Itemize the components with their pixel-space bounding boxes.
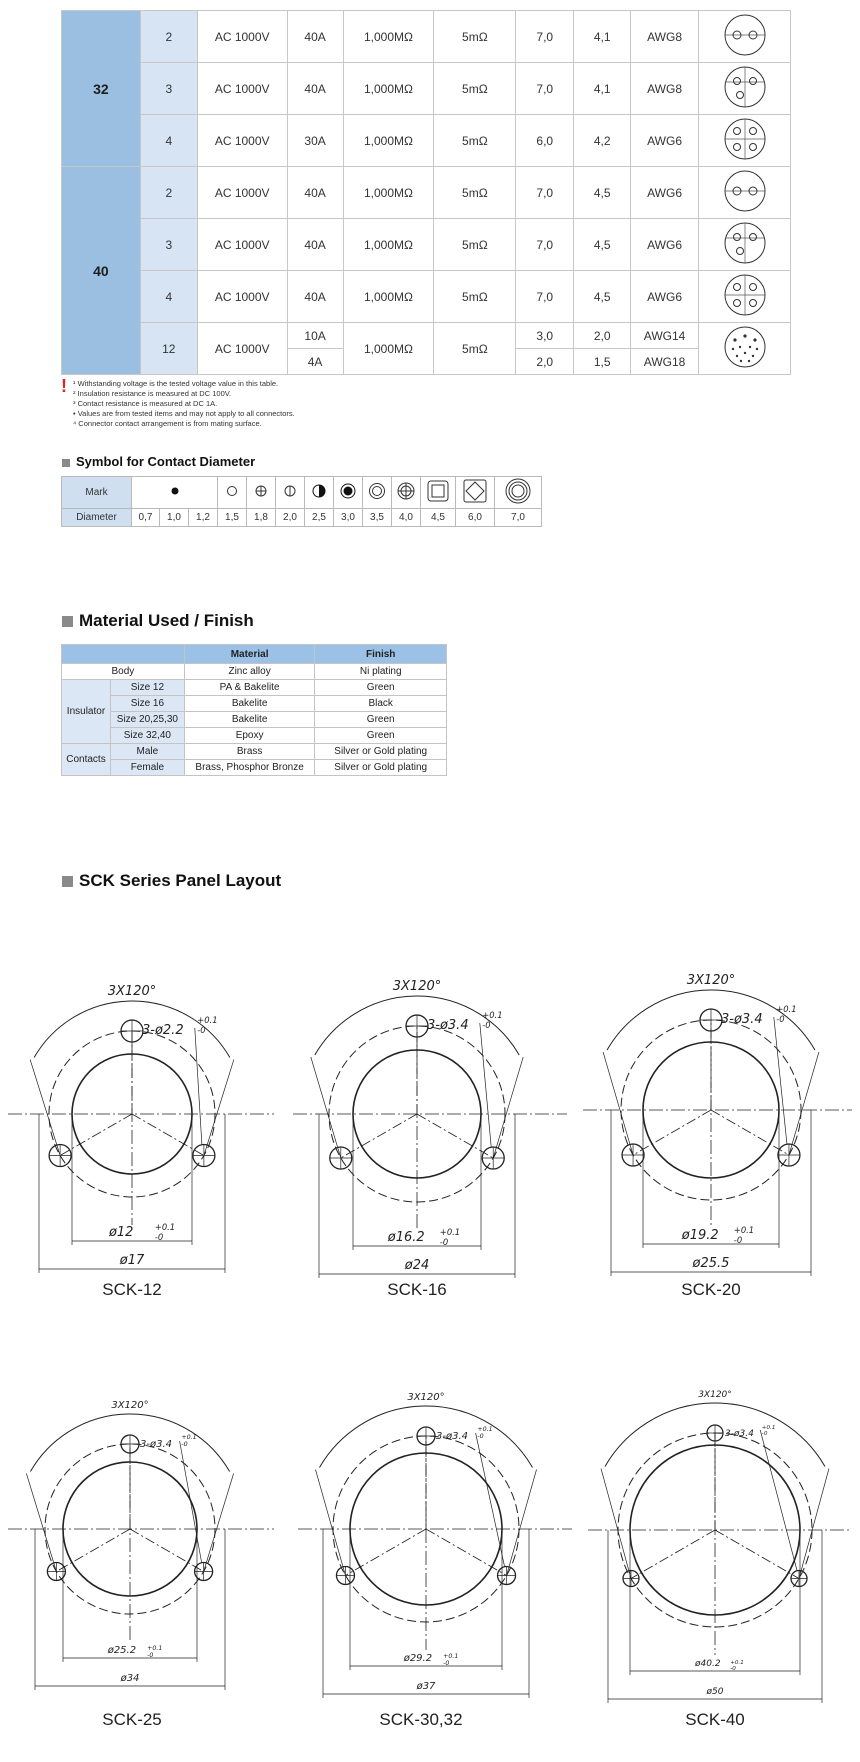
contact-resistance: 5mΩ — [434, 11, 516, 63]
bullseye-filled-icon — [334, 477, 363, 509]
square-bullet-icon — [62, 876, 73, 887]
cross-double-circle-icon — [392, 477, 421, 509]
material-value: Brass — [184, 744, 315, 760]
diamond-circle-icon — [456, 477, 495, 509]
tolerance-upper: +0.1 — [439, 1227, 461, 1238]
material-header: Material — [184, 645, 315, 664]
current: 30A — [287, 115, 343, 167]
table-row — [62, 728, 447, 744]
tolerance-lower: -0 — [482, 1019, 491, 1030]
footnotes — [61, 376, 295, 429]
dim-2: 4,5 — [574, 219, 631, 271]
pin-count: 3 — [140, 63, 197, 115]
material-value: Epoxy — [184, 728, 315, 744]
hole-callout: 3-ø3.4 — [721, 1012, 763, 1027]
finish-value: Ni plating — [315, 664, 447, 680]
angle-label: 3X120° — [698, 1390, 732, 1400]
body-label: Body — [62, 664, 185, 680]
tolerance-upper: +0.1 — [181, 1433, 197, 1441]
current: 4A — [287, 349, 343, 375]
insulation: 1,000MΩ — [343, 115, 434, 167]
pin-count: 12 — [140, 323, 197, 375]
type-label: Male — [110, 744, 184, 760]
contact-layout-12-icon — [699, 323, 791, 375]
voltage: AC 1000V — [197, 219, 287, 271]
angle-label: 3X120° — [392, 979, 442, 994]
contact-resistance: 5mΩ — [434, 219, 516, 271]
contact-layout-2-icon — [699, 167, 791, 219]
tolerance-lower: -0 — [439, 1236, 449, 1247]
outer-dimension: ø50 — [706, 1687, 724, 1697]
angle-label: 3X120° — [107, 984, 157, 999]
awg: AWG6 — [631, 271, 699, 323]
dim-1: 7,0 — [516, 271, 574, 323]
bore-dimension: ø40.2 — [695, 1659, 721, 1669]
tolerance-upper: +0.1 — [154, 1222, 176, 1233]
awg: AWG8 — [631, 63, 699, 115]
current: 40A — [287, 219, 343, 271]
dim-2: 4,5 — [574, 271, 631, 323]
table-row — [62, 696, 447, 712]
contact-resistance: 5mΩ — [434, 115, 516, 167]
contact-layout-2-icon — [699, 11, 791, 63]
blank-header — [62, 645, 185, 664]
angle-label: 3X120° — [407, 1392, 445, 1403]
finish-value: Green — [315, 728, 447, 744]
voltage: AC 1000V — [197, 63, 287, 115]
size-cell: 32 — [62, 11, 141, 167]
table-header — [62, 645, 447, 664]
table-row — [62, 167, 791, 219]
table-row — [62, 760, 447, 776]
bore-dimension: ø29.2 — [403, 1653, 433, 1664]
finish-value: Green — [315, 712, 447, 728]
voltage: AC 1000V — [197, 167, 287, 219]
footnote: • Values are from tested items and may not apply to all connectors. — [73, 409, 295, 418]
panel-drawing — [0, 935, 282, 1280]
tolerance-upper: +0.1 — [730, 1659, 744, 1666]
current: 10A — [287, 323, 343, 349]
material-value: Brass, Phosphor Bronze — [184, 760, 315, 776]
dim-1: 6,0 — [516, 115, 574, 167]
spec-table — [61, 10, 791, 375]
size-label: Size 16 — [110, 696, 184, 712]
table-row — [62, 63, 791, 115]
finish-value: Silver or Gold plating — [315, 760, 447, 776]
tolerance-upper: +0.1 — [443, 1652, 459, 1660]
dim-2: 1,5 — [574, 349, 631, 375]
dim-1: 7,0 — [516, 219, 574, 271]
voltage: AC 1000V — [197, 11, 287, 63]
section-title-material — [62, 611, 254, 631]
diameter-value: 1,0 — [160, 509, 189, 527]
pin-count: 4 — [140, 115, 197, 167]
panel-drawing — [285, 935, 575, 1280]
dim-2: 4,5 — [574, 167, 631, 219]
table-row — [62, 11, 791, 63]
awg: AWG6 — [631, 219, 699, 271]
type-label: Female — [110, 760, 184, 776]
footnote: ¹ Withstanding voltage is the tested voltage value in this table. — [73, 379, 279, 388]
diameter-value: 2,0 — [276, 509, 305, 527]
symbol-table — [61, 476, 542, 527]
drawing-label: SCK-16 — [387, 1280, 447, 1299]
hole-callout: 3-ø3.4 — [725, 1429, 754, 1439]
dim-1: 7,0 — [516, 63, 574, 115]
half-filled-circle-icon — [305, 477, 334, 509]
table-row — [62, 323, 791, 349]
diameter-value: 1,8 — [247, 509, 276, 527]
drawing-label: SCK-25 — [102, 1710, 162, 1729]
finish-value: Silver or Gold plating — [315, 744, 447, 760]
diameter-header: Diameter — [62, 509, 132, 527]
current: 40A — [287, 63, 343, 115]
tolerance-upper: +0.1 — [147, 1644, 163, 1652]
section-title-text: Material Used / Finish — [79, 611, 254, 630]
table-row — [62, 271, 791, 323]
tolerance-lower: -0 — [147, 1652, 154, 1660]
contact-resistance: 5mΩ — [434, 271, 516, 323]
diameter-value: 6,0 — [456, 509, 495, 527]
hole-callout: 3-ø3.4 — [436, 1431, 468, 1442]
drawing-label: SCK-30,32 — [379, 1710, 463, 1729]
warning-mark-icon: ! — [61, 376, 67, 396]
voltage: AC 1000V — [197, 271, 287, 323]
insulation: 1,000MΩ — [343, 271, 434, 323]
contact-layout-3-icon — [699, 219, 791, 271]
tolerance-lower: -0 — [197, 1024, 206, 1035]
contacts-label: Contacts — [62, 744, 111, 776]
voltage: AC 1000V — [197, 323, 287, 375]
size-cell: 40 — [62, 167, 141, 375]
tolerance-upper: +0.1 — [197, 1015, 218, 1026]
table-row — [62, 115, 791, 167]
tolerance-upper: +0.1 — [733, 1225, 755, 1236]
material-value: PA & Bakelite — [184, 680, 315, 696]
diameter-value: 2,5 — [305, 509, 334, 527]
diameter-value: 4,0 — [392, 509, 421, 527]
awg: AWG14 — [631, 323, 699, 349]
insulation: 1,000MΩ — [343, 219, 434, 271]
drawing-label: SCK-20 — [681, 1280, 741, 1299]
material-value: Bakelite — [184, 712, 315, 728]
table-row — [62, 680, 447, 696]
pin-count: 4 — [140, 271, 197, 323]
material-value: Bakelite — [184, 696, 315, 712]
outer-dimension: ø24 — [404, 1258, 430, 1273]
square-bullet-icon — [62, 459, 70, 467]
insulation: 1,000MΩ — [343, 323, 434, 375]
outer-dimension: ø17 — [119, 1253, 145, 1268]
tolerance-upper: +0.1 — [761, 1424, 776, 1431]
tolerance-lower: -0 — [776, 1013, 785, 1024]
hole-callout: 3-ø3.4 — [140, 1439, 172, 1450]
insulator-label: Insulator — [62, 680, 111, 744]
panel-drawing — [575, 935, 860, 1280]
outer-dimension: ø25.5 — [692, 1256, 730, 1271]
dim-2: 4,1 — [574, 63, 631, 115]
angle-label: 3X120° — [111, 1400, 149, 1411]
dim-1: 7,0 — [516, 167, 574, 219]
material-value: Zinc alloy — [184, 664, 315, 680]
insulation: 1,000MΩ — [343, 63, 434, 115]
open-circle-icon — [218, 477, 247, 509]
panel-drawing — [290, 1375, 580, 1740]
bore-dimension: ø25.2 — [107, 1645, 137, 1656]
tolerance-upper: +0.1 — [477, 1425, 493, 1433]
section-title-text: SCK Series Panel Layout — [79, 871, 282, 890]
solid-dot-icon — [132, 477, 218, 509]
bore-dimension: ø16.2 — [387, 1230, 425, 1245]
outer-dimension: ø37 — [416, 1681, 436, 1692]
footnote: ³ Contact resistance is measured at DC 1A. — [73, 399, 218, 408]
voltage: AC 1000V — [197, 115, 287, 167]
footnote: ² Insulation resistance is measured at DC 100V. — [73, 389, 232, 398]
table-row — [62, 664, 447, 680]
dim-1: 3,0 — [516, 323, 574, 349]
insulation: 1,000MΩ — [343, 11, 434, 63]
finish-header: Finish — [315, 645, 447, 664]
hole-callout: 3-ø2.2 — [142, 1023, 184, 1038]
panel-drawing — [0, 1375, 282, 1740]
bore-dimension: ø12 — [108, 1225, 134, 1240]
panel-drawing — [580, 1375, 860, 1740]
contact-resistance: 5mΩ — [434, 323, 516, 375]
table-row — [62, 744, 447, 760]
tolerance-lower: -0 — [181, 1441, 188, 1449]
square-bullet-icon — [62, 616, 73, 627]
current: 40A — [287, 11, 343, 63]
size-label: Size 20,25,30 — [110, 712, 184, 728]
tolerance-upper: +0.1 — [776, 1004, 797, 1015]
contact-layout-4-icon — [699, 271, 791, 323]
awg: AWG18 — [631, 349, 699, 375]
tolerance-lower: -0 — [733, 1234, 743, 1245]
pin-count: 3 — [140, 219, 197, 271]
footnote: ⁴ Connector contact arrangement is from mating surface. — [73, 419, 262, 428]
split-circle-icon — [276, 477, 305, 509]
contact-resistance: 5mΩ — [434, 167, 516, 219]
double-circle-icon — [363, 477, 392, 509]
awg: AWG6 — [631, 115, 699, 167]
tolerance-lower: -0 — [761, 1431, 768, 1438]
awg: AWG8 — [631, 11, 699, 63]
mark-header: Mark — [62, 477, 132, 509]
table-row — [62, 712, 447, 728]
diameter-value: 0,7 — [132, 509, 160, 527]
section-title-symbol — [62, 454, 255, 469]
dim-1: 7,0 — [516, 11, 574, 63]
contact-layout-4-icon — [699, 115, 791, 167]
size-label: Size 12 — [110, 680, 184, 696]
finish-value: Black — [315, 696, 447, 712]
cross-circle-icon — [247, 477, 276, 509]
pin-count: 2 — [140, 11, 197, 63]
table-row — [62, 219, 791, 271]
dim-2: 4,1 — [574, 11, 631, 63]
material-table — [61, 644, 447, 776]
insulation: 1,000MΩ — [343, 167, 434, 219]
drawing-label: SCK-40 — [685, 1710, 745, 1729]
tolerance-lower: -0 — [154, 1231, 164, 1242]
section-title-text: Symbol for Contact Diameter — [76, 454, 256, 469]
angle-label: 3X120° — [686, 973, 736, 988]
awg: AWG6 — [631, 167, 699, 219]
square-circle-icon — [421, 477, 456, 509]
bore-dimension: ø19.2 — [681, 1228, 719, 1243]
dim-1: 2,0 — [516, 349, 574, 375]
section-title-panel — [62, 871, 281, 891]
pin-count: 2 — [140, 167, 197, 219]
current: 40A — [287, 167, 343, 219]
tolerance-lower: -0 — [443, 1660, 450, 1668]
outer-dimension: ø34 — [120, 1673, 140, 1684]
dim-2: 4,2 — [574, 115, 631, 167]
tolerance-lower: -0 — [477, 1433, 484, 1441]
tolerance-upper: +0.1 — [482, 1010, 503, 1021]
diameter-value: 3,0 — [334, 509, 363, 527]
finish-value: Green — [315, 680, 447, 696]
drawing-label: SCK-12 — [102, 1280, 162, 1299]
contact-layout-3-icon — [699, 63, 791, 115]
tolerance-lower: -0 — [730, 1666, 736, 1673]
diameter-value: 7,0 — [495, 509, 542, 527]
contact-resistance: 5mΩ — [434, 63, 516, 115]
triple-circle-icon — [495, 477, 542, 509]
size-label: Size 32,40 — [110, 728, 184, 744]
current: 40A — [287, 271, 343, 323]
diameter-value: 4,5 — [421, 509, 456, 527]
dim-2: 2,0 — [574, 323, 631, 349]
diameter-value: 1,5 — [218, 509, 247, 527]
diameter-value: 3,5 — [363, 509, 392, 527]
diameter-value: 1,2 — [189, 509, 218, 527]
hole-callout: 3-ø3.4 — [427, 1018, 469, 1033]
